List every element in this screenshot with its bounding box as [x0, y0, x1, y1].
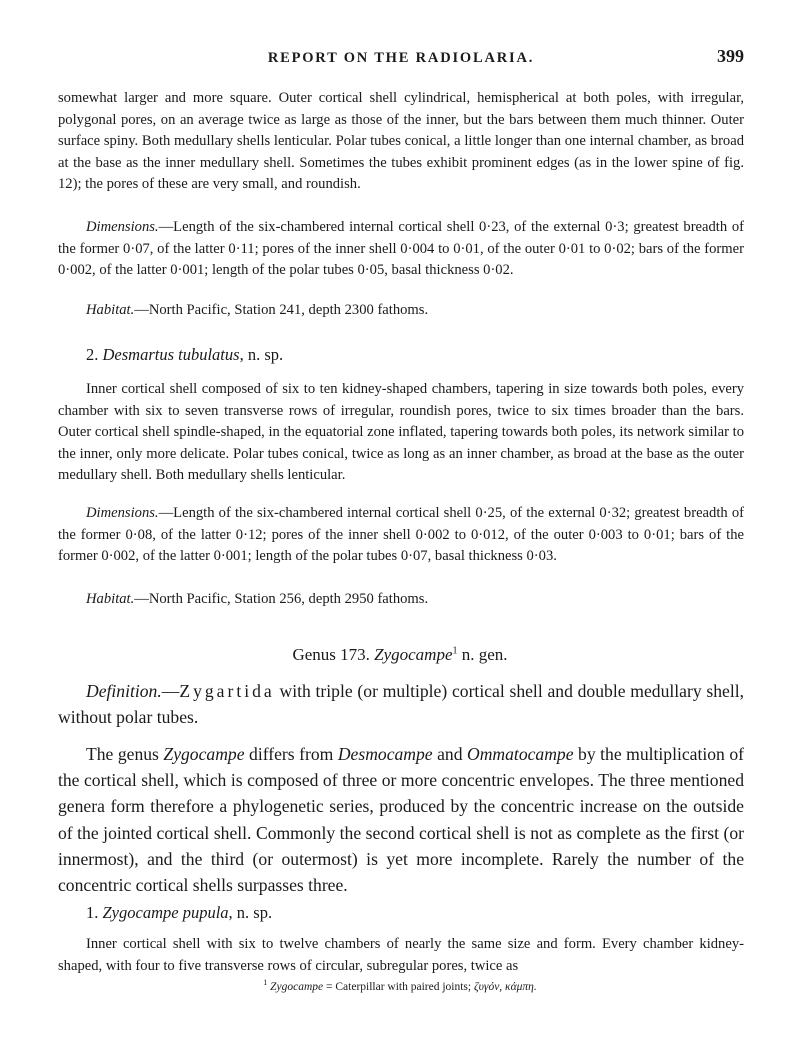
- species-name: Desmartus tubulatus: [102, 345, 240, 364]
- paragraph-continuation: somewhat larger and more square. Outer cortical shell cylindrical, hemispherical at both poles, with irregular, polygonal pores, on an average twice as large as those of the inner, but the bars between them much thinner. Outer surface spiny. Both medullary shells lenticular. Polar tubes conical, a little longer than one internal chamber, as broad at the base as the inner medullary shell. Sometimes the tubes exhibit prominent edges (as in the lower spine of fig. 12); the pores of these are very small, and roundish.: [58, 90, 744, 193]
- species-number: 2.: [86, 345, 99, 364]
- species-1-habitat: [58, 300, 744, 322]
- species-suffix: , n. sp.: [228, 903, 273, 922]
- family-name: Zygartida: [179, 681, 275, 701]
- genus-ref: Ommatocampe: [467, 744, 574, 764]
- footnote-ref: 1: [452, 645, 458, 657]
- habitat-label: Habitat.: [86, 302, 135, 318]
- genus-ref: Zygocampe: [163, 744, 245, 764]
- genus-name: Zygocampe: [374, 645, 453, 664]
- species-3-description: Inner cortical shell with six to twelve chambers of nearly the same size and form. Every chamber kidney-shaped, with four to five transverse rows of circular, subregular pores, twice as: [58, 936, 744, 974]
- definition-text: with triple (or multiple) cortical shell and double medullary shell, without polar tubes.: [58, 681, 744, 728]
- footnote: [0, 978, 800, 993]
- genus-definition: [58, 678, 744, 730]
- species-suffix: , n. sp.: [239, 345, 284, 364]
- dimensions-text: —Length of the six-chambered internal cortical shell 0·23, of the external 0·3; greatest breadth of the former 0·07, of the latter 0·11; pores of the inner shell 0·004 to 0·01, of the outer 0·01 to 0·02; bars of the former 0·002, of the latter 0·001; length of the polar tubes 0·05, basal thickness 0·02.: [58, 219, 744, 279]
- dimensions-text: —Length of the six-chambered internal cortical shell 0·25, of the external 0·32; greatest breadth of the former 0·08, of the latter 0·12; pores of the inner shell 0·002 to 0·012, of the outer 0·003 to 0·01; bars of the former 0·002, of the latter 0·001; length of the polar tubes 0·07, basal thickness 0·03.: [58, 505, 744, 565]
- page-number: 399: [717, 46, 744, 66]
- species-2-heading: [86, 345, 283, 365]
- definition-dash: —: [161, 681, 180, 701]
- footnote-marker: 1: [263, 978, 268, 987]
- habitat-label: Habitat.: [86, 591, 135, 607]
- footnote-text: = Caterpillar with paired joints;: [323, 980, 474, 993]
- running-title: REPORT ON THE RADIOLARIA.: [267, 50, 535, 66]
- species-name: Zygocampe pupula: [102, 903, 229, 922]
- running-header: [58, 46, 744, 70]
- text-run: differs from: [244, 744, 338, 764]
- species-2-dimensions: [58, 503, 744, 568]
- genus-ref: Desmocampe: [337, 744, 433, 764]
- text-run: and: [432, 744, 468, 764]
- species-1-dimensions: [58, 217, 744, 282]
- footnote-term: Zygocampe: [270, 980, 324, 993]
- dimensions-label: Dimensions.: [86, 505, 159, 521]
- dimensions-label: Dimensions.: [86, 219, 159, 235]
- genus-heading: [0, 645, 800, 665]
- habitat-text: —North Pacific, Station 256, depth 2950 fathoms.: [134, 591, 429, 607]
- text-run: by the multiplication of the cortical shell, which is composed of three or more concentric envelopes. The three mentioned genera form therefore a phylogenetic series, produced by the concentric increase on the outside of the jointed cortical shell. Commonly the second cortical shell is not as complete as the first (or innermost), and the third (or outermost) is yet more incomplete. Rarely the number of the concentric cortical shells surpasses three.: [58, 744, 745, 896]
- species-3-heading: [86, 903, 272, 923]
- footnote-greek: ζυγόν, κάμπη.: [473, 980, 537, 993]
- genus-discussion: [58, 741, 744, 898]
- genus-suffix: n. gen.: [457, 645, 508, 664]
- text-run: The genus: [86, 744, 164, 764]
- habitat-text: —North Pacific, Station 241, depth 2300 fathoms.: [134, 302, 429, 318]
- species-2-habitat: [58, 589, 744, 611]
- species-number: 1.: [86, 903, 99, 922]
- definition-label: Definition.: [86, 681, 162, 701]
- genus-prefix: Genus 173.: [292, 645, 375, 664]
- species-2-description: Inner cortical shell composed of six to ten kidney-shaped chambers, tapering in size towards both poles, every chamber with six to seven transverse rows of irregular, roundish pores, twice to six times broader than the bars. Outer cortical shell spindle-shaped, in the equatorial zone inflated, tapering towards both poles, its network similar to the inner, only more delicate. Polar tubes conical, twice as long as an inner chamber, as broad at the base as the outer medullary shell. Both medullary shells lenticular.: [58, 381, 744, 484]
